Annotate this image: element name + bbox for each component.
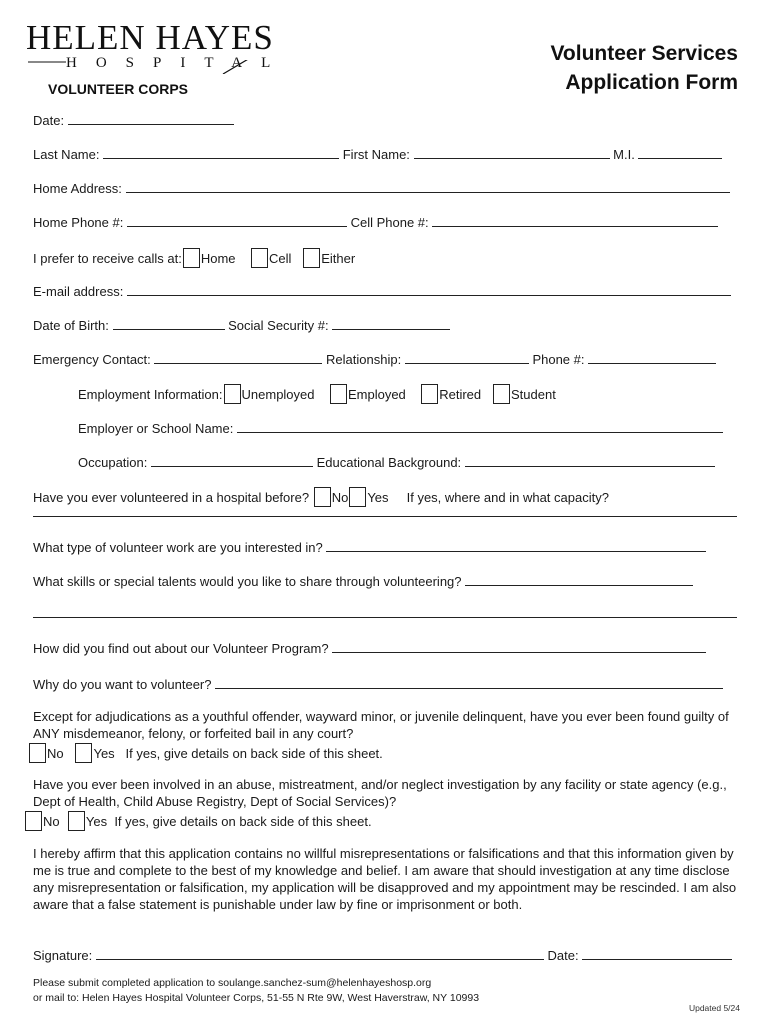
why-row xyxy=(33,676,723,693)
mi-label: M.I. xyxy=(613,147,635,162)
unemployed-checkbox[interactable] xyxy=(224,384,241,404)
form-title xyxy=(550,39,738,97)
skills-row xyxy=(33,573,693,590)
home-phone-field[interactable] xyxy=(127,214,347,227)
ssn-field[interactable] xyxy=(332,317,450,330)
education-field[interactable] xyxy=(465,454,715,467)
employment-row xyxy=(78,384,556,404)
skills-label: What skills or special talents would you like to share through volunteering? xyxy=(33,574,462,589)
home-address-label: Home Address: xyxy=(33,181,122,196)
emergency-row xyxy=(33,351,716,368)
skills-field[interactable] xyxy=(465,573,693,586)
abuse-no-checkbox[interactable] xyxy=(25,811,42,831)
work-interest-label: What type of volunteer work are you interested in? xyxy=(33,540,323,555)
name-row xyxy=(33,146,722,163)
volunteered-no-label: No xyxy=(331,490,349,505)
adjudication-question: Except for adjudications as a youthful offender, wayward minor, or juvenile delinquent, have you ever been found guilty of ANY misdemeanor, felony, or forfeited bail in any court? xyxy=(33,709,729,741)
find-out-label: How did you find out about our Volunteer Program? xyxy=(33,641,329,656)
work-interest-field[interactable] xyxy=(326,539,706,552)
unemployed-option-label: Unemployed xyxy=(241,387,315,402)
abuse-no-label: No xyxy=(43,814,60,829)
adjudication-no-checkbox[interactable] xyxy=(29,743,46,763)
signature-row xyxy=(33,947,732,964)
employment-label: Employment Information: xyxy=(78,387,223,402)
employer-label: Employer or School Name: xyxy=(78,421,234,436)
emergency-contact-label: Emergency Contact: xyxy=(33,352,151,367)
occupation-row xyxy=(78,454,715,471)
if-yes-capacity-label: If yes, where and in what capacity? xyxy=(406,490,609,505)
logo-subtitle: HOSPITAL xyxy=(66,55,290,71)
abuse-yes-label: Yes xyxy=(85,814,108,829)
either-checkbox[interactable] xyxy=(303,248,320,268)
volunteered-before-label: Have you ever volunteered in a hospital before? xyxy=(33,490,310,505)
volunteered-yes-label: Yes xyxy=(367,490,389,505)
home-phone-label: Home Phone #: xyxy=(33,215,124,230)
affirmation-text: I hereby affirm that this application contains no willful misrepresentations or falsifications and that this information given by me is true and complete to the best of my knowledge and belief. I am aware that should investigation at any time disclose any misrepresentation or falsification, my application will be disapproved and my appointment may be rescinded. I am also aware that a false statement is punishable under law by fine or imprisonment or both. xyxy=(33,846,737,912)
signature-field[interactable] xyxy=(96,947,544,960)
volunteer-corps-label: VOLUNTEER CORPS xyxy=(48,81,189,97)
signature-label: Signature: xyxy=(33,948,93,963)
updated-date: Updated 5/24 xyxy=(688,1003,740,1013)
email-label: E-mail address: xyxy=(33,284,124,299)
abuse-yes-checkbox[interactable] xyxy=(68,811,85,831)
work-interest-row xyxy=(33,539,706,556)
occupation-label: Occupation: xyxy=(78,455,148,470)
dob-label: Date of Birth: xyxy=(33,318,109,333)
logo-rule-icon xyxy=(28,60,268,74)
occupation-field[interactable] xyxy=(151,454,313,467)
logo-wordmark: HELEN HAYES xyxy=(26,18,274,57)
skills-extra-field[interactable] xyxy=(33,617,737,618)
relationship-field[interactable] xyxy=(405,351,529,364)
adjudication-yes-checkbox[interactable] xyxy=(75,743,92,763)
call-preference-row xyxy=(33,248,355,268)
prefer-calls-label: I prefer to receive calls at: xyxy=(33,251,182,266)
emergency-contact-field[interactable] xyxy=(154,351,322,364)
last-name-label: Last Name: xyxy=(33,147,100,162)
student-option-label: Student xyxy=(511,387,556,402)
employed-option-label: Employed xyxy=(347,387,406,402)
dob-field[interactable] xyxy=(113,317,225,330)
emergency-phone-field[interactable] xyxy=(588,351,716,364)
abuse-note: If yes, give details on back side of this sheet. xyxy=(114,814,372,829)
mail-instructions: or mail to: Helen Hayes Hospital Volunteer Corps, 51-55 N Rte 9W, West Haverstraw, NY 10993 xyxy=(33,992,480,1004)
form-title-line1: Volunteer Services xyxy=(550,42,738,65)
signature-date-label: Date: xyxy=(547,948,579,963)
address-row xyxy=(33,180,730,197)
cell-phone-field[interactable] xyxy=(432,214,718,227)
why-label: Why do you want to volunteer? xyxy=(33,677,212,692)
cell-option-label: Cell xyxy=(268,251,292,266)
date-row xyxy=(33,112,234,129)
adjudication-no-label: No xyxy=(47,746,64,761)
education-label: Educational Background: xyxy=(316,455,462,470)
either-option-label: Either xyxy=(321,251,356,266)
find-out-row xyxy=(33,640,706,657)
date-label: Date: xyxy=(33,113,65,128)
employer-field[interactable] xyxy=(237,420,723,433)
submit-instructions: Please submit completed application to soulange.sanchez-sum@helenhayeshosp.org xyxy=(33,977,432,989)
adjudication-answer-row xyxy=(28,743,383,763)
date-field[interactable] xyxy=(68,112,234,125)
form-title-line2: Application Form xyxy=(565,71,738,94)
retired-checkbox[interactable] xyxy=(421,384,438,404)
capacity-field[interactable] xyxy=(33,516,737,517)
home-address-field[interactable] xyxy=(126,180,730,193)
abuse-answer-row xyxy=(24,811,372,831)
why-field[interactable] xyxy=(215,676,723,689)
relationship-label: Relationship: xyxy=(326,352,402,367)
first-name-field[interactable] xyxy=(414,146,610,159)
volunteered-no-checkbox[interactable] xyxy=(314,487,331,507)
dob-ssn-row xyxy=(33,317,450,334)
volunteered-yes-checkbox[interactable] xyxy=(349,487,366,507)
email-row xyxy=(33,283,731,300)
first-name-label: First Name: xyxy=(342,147,410,162)
phone-row xyxy=(33,214,718,231)
signature-date-field[interactable] xyxy=(582,947,732,960)
find-out-field[interactable] xyxy=(332,640,706,653)
ssn-label: Social Security #: xyxy=(228,318,329,333)
employer-row xyxy=(78,420,723,437)
mi-field[interactable] xyxy=(638,146,722,159)
cell-checkbox[interactable] xyxy=(251,248,268,268)
home-option-label: Home xyxy=(200,251,236,266)
email-field[interactable] xyxy=(127,283,731,296)
employed-checkbox[interactable] xyxy=(330,384,347,404)
phone-label: Phone #: xyxy=(532,352,585,367)
abuse-question: Have you ever been involved in an abuse, mistreatment, and/or neglect investigation by any facility or state agency (e.g., Dept of Health, Child Abuse Registry, Dept of Social Services)? xyxy=(33,777,727,809)
adjudication-note: If yes, give details on back side of this sheet. xyxy=(125,746,383,761)
student-checkbox[interactable] xyxy=(493,384,510,404)
last-name-field[interactable] xyxy=(103,146,339,159)
retired-option-label: Retired xyxy=(439,387,482,402)
cell-phone-label: Cell Phone #: xyxy=(350,215,429,230)
home-checkbox[interactable] xyxy=(183,248,200,268)
adjudication-yes-label: Yes xyxy=(93,746,115,761)
volunteered-row xyxy=(33,487,609,507)
